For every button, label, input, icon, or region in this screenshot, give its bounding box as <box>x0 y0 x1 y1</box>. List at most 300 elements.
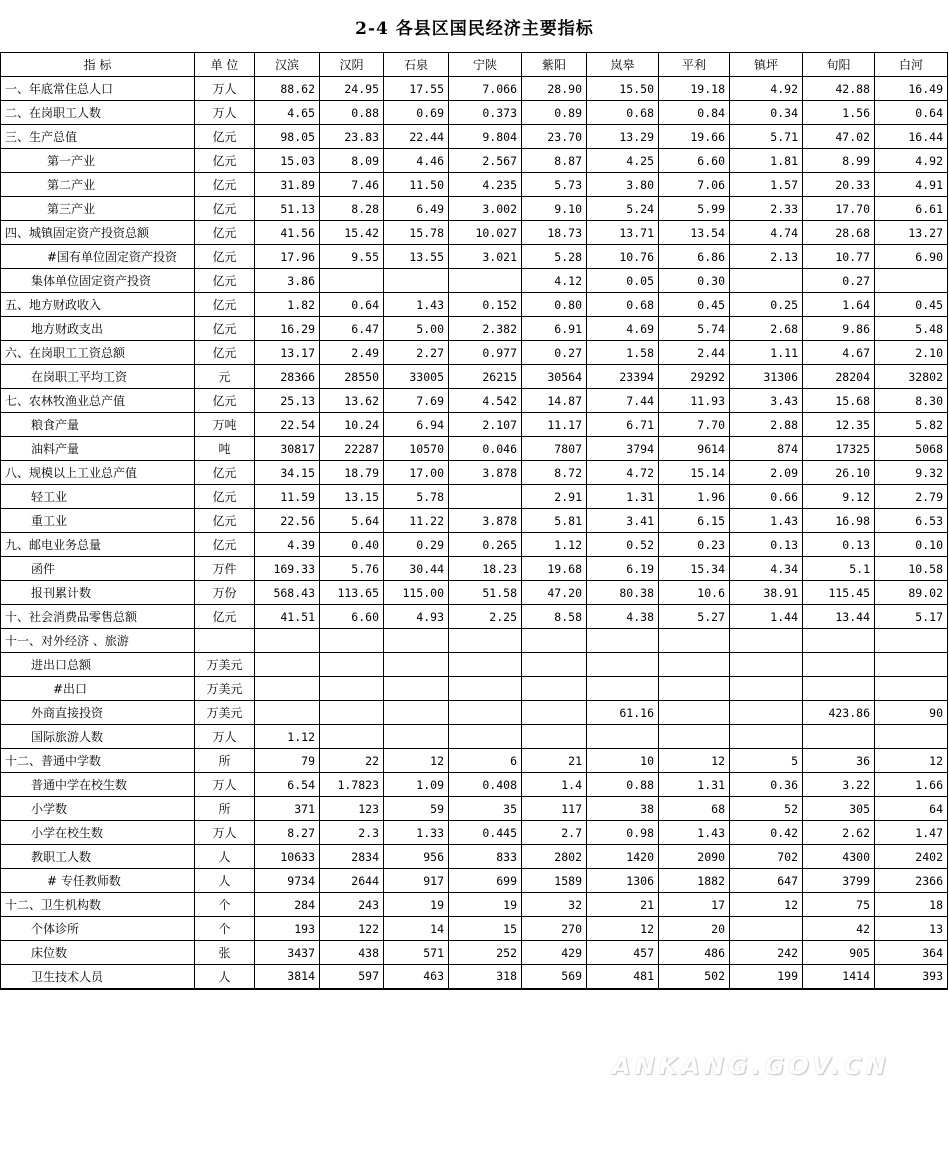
value-cell: 33005 <box>384 365 449 389</box>
value-cell <box>803 725 875 749</box>
value-cell: 61.16 <box>587 701 659 725</box>
value-cell <box>587 653 659 677</box>
value-cell: 11.93 <box>659 389 730 413</box>
value-cell: 0.373 <box>449 101 522 125</box>
value-cell: 3.86 <box>255 269 320 293</box>
value-cell: 1.43 <box>730 509 803 533</box>
value-cell: 13.44 <box>803 605 875 629</box>
value-cell: 833 <box>449 845 522 869</box>
value-cell: 90 <box>875 701 948 725</box>
value-cell: 59 <box>384 797 449 821</box>
value-cell: 8.87 <box>522 149 587 173</box>
indicator-label: 油料产量 <box>1 437 195 461</box>
value-cell: 113.65 <box>320 581 384 605</box>
value-cell: 917 <box>384 869 449 893</box>
value-cell: 364 <box>875 941 948 965</box>
table-row <box>1 125 948 149</box>
value-cell: 30564 <box>522 365 587 389</box>
value-cell: 25.13 <box>255 389 320 413</box>
value-cell: 17.00 <box>384 461 449 485</box>
value-cell: 0.45 <box>659 293 730 317</box>
value-cell: 2.7 <box>522 821 587 845</box>
value-cell: 7.46 <box>320 173 384 197</box>
value-cell: 13.55 <box>384 245 449 269</box>
indicator-label: 普通中学在校生数 <box>1 773 195 797</box>
value-cell: 19.18 <box>659 77 730 101</box>
table-row <box>1 173 948 197</box>
value-cell: 28.90 <box>522 77 587 101</box>
value-cell: 1.58 <box>587 341 659 365</box>
value-cell: 7807 <box>522 437 587 461</box>
value-cell: 11.22 <box>384 509 449 533</box>
value-cell: 12 <box>384 749 449 773</box>
value-cell: 571 <box>384 941 449 965</box>
table-row <box>1 653 948 677</box>
value-cell: 2.13 <box>730 245 803 269</box>
value-cell: 0.445 <box>449 821 522 845</box>
value-cell: 2.91 <box>522 485 587 509</box>
indicator-label: 八、规模以上工业总产值 <box>1 461 195 485</box>
value-cell: 7.44 <box>587 389 659 413</box>
value-cell: 8.72 <box>522 461 587 485</box>
value-cell: 2.79 <box>875 485 948 509</box>
value-cell: 2.88 <box>730 413 803 437</box>
value-cell: 3.002 <box>449 197 522 221</box>
value-cell: 6.15 <box>659 509 730 533</box>
value-cell: 47.02 <box>803 125 875 149</box>
value-cell: 38 <box>587 797 659 821</box>
unit-cell: 万人 <box>195 821 255 845</box>
value-cell <box>522 701 587 725</box>
value-cell: 41.56 <box>255 221 320 245</box>
value-cell <box>875 653 948 677</box>
value-cell: 2.62 <box>803 821 875 845</box>
table-row <box>1 845 948 869</box>
indicator-label: #出口 <box>1 677 195 701</box>
value-cell: 0.84 <box>659 101 730 125</box>
value-cell: 17 <box>659 893 730 917</box>
header-indicator: 指 标 <box>1 53 195 77</box>
value-cell: 8.30 <box>875 389 948 413</box>
unit-cell: 万人 <box>195 101 255 125</box>
value-cell: 2.68 <box>730 317 803 341</box>
value-cell: 32802 <box>875 365 948 389</box>
value-cell <box>730 701 803 725</box>
header-county: 宁陕 <box>449 53 522 77</box>
value-cell: 2.107 <box>449 413 522 437</box>
value-cell: 24.95 <box>320 77 384 101</box>
table-row <box>1 917 948 941</box>
table-row <box>1 437 948 461</box>
value-cell: 4300 <box>803 845 875 869</box>
unit-cell: 亿元 <box>195 221 255 245</box>
value-cell: 6.61 <box>875 197 948 221</box>
value-cell: 34.15 <box>255 461 320 485</box>
value-cell: 457 <box>587 941 659 965</box>
value-cell: 0.69 <box>384 101 449 125</box>
unit-cell: 亿元 <box>195 533 255 557</box>
unit-cell: 所 <box>195 797 255 821</box>
value-cell: 15.42 <box>320 221 384 245</box>
value-cell: 4.235 <box>449 173 522 197</box>
value-cell: 1.12 <box>522 533 587 557</box>
value-cell: 89.02 <box>875 581 948 605</box>
value-cell: 3.878 <box>449 509 522 533</box>
value-cell: 5.71 <box>730 125 803 149</box>
value-cell: 9.12 <box>803 485 875 509</box>
value-cell: 305 <box>803 797 875 821</box>
value-cell: 3.43 <box>730 389 803 413</box>
header-county: 石泉 <box>384 53 449 77</box>
value-cell: 1306 <box>587 869 659 893</box>
value-cell: 11.17 <box>522 413 587 437</box>
value-cell: 12 <box>659 749 730 773</box>
unit-cell: 亿元 <box>195 509 255 533</box>
indicator-label: 进出口总额 <box>1 653 195 677</box>
indicator-label: 二、在岗职工人数 <box>1 101 195 125</box>
indicator-label: 外商直接投资 <box>1 701 195 725</box>
value-cell: 569 <box>522 965 587 989</box>
value-cell: 4.72 <box>587 461 659 485</box>
value-cell: 4.46 <box>384 149 449 173</box>
value-cell: 13.27 <box>875 221 948 245</box>
value-cell: 23.83 <box>320 125 384 149</box>
value-cell <box>875 269 948 293</box>
value-cell <box>384 677 449 701</box>
value-cell: 1.09 <box>384 773 449 797</box>
table-row <box>1 77 948 101</box>
value-cell: 0.29 <box>384 533 449 557</box>
unit-cell: 元 <box>195 365 255 389</box>
value-cell: 0.45 <box>875 293 948 317</box>
table-row <box>1 797 948 821</box>
table-row <box>1 869 948 893</box>
value-cell: 28.68 <box>803 221 875 245</box>
value-cell: 0.977 <box>449 341 522 365</box>
value-cell: 14 <box>384 917 449 941</box>
value-cell: 26215 <box>449 365 522 389</box>
value-cell <box>320 677 384 701</box>
value-cell: 6.71 <box>587 413 659 437</box>
value-cell: 13.15 <box>320 485 384 509</box>
value-cell: 1.44 <box>730 605 803 629</box>
value-cell <box>384 269 449 293</box>
value-cell: 13.71 <box>587 221 659 245</box>
value-cell <box>384 653 449 677</box>
value-cell: 15.03 <box>255 149 320 173</box>
table-row <box>1 533 948 557</box>
value-cell <box>730 629 803 653</box>
unit-cell: 亿元 <box>195 197 255 221</box>
table-row <box>1 965 948 989</box>
value-cell: 0.05 <box>587 269 659 293</box>
value-cell: 0.52 <box>587 533 659 557</box>
value-cell: 4.65 <box>255 101 320 125</box>
value-cell: 4.39 <box>255 533 320 557</box>
unit-cell: 亿元 <box>195 341 255 365</box>
value-cell: 956 <box>384 845 449 869</box>
indicator-label: 函件 <box>1 557 195 581</box>
table-row <box>1 269 948 293</box>
header-county: 镇坪 <box>730 53 803 77</box>
value-cell: 5.76 <box>320 557 384 581</box>
value-cell: 15.68 <box>803 389 875 413</box>
value-cell <box>587 677 659 701</box>
value-cell: 3799 <box>803 869 875 893</box>
value-cell: 438 <box>320 941 384 965</box>
value-cell: 47.20 <box>522 581 587 605</box>
value-cell <box>522 629 587 653</box>
table-title: 2-4 各县区国民经济主要指标 <box>355 18 594 39</box>
value-cell <box>522 653 587 677</box>
value-cell: 0.34 <box>730 101 803 125</box>
value-cell: 16.29 <box>255 317 320 341</box>
value-cell: 31.89 <box>255 173 320 197</box>
value-cell: 0.68 <box>587 293 659 317</box>
value-cell <box>384 629 449 653</box>
value-cell: 115.00 <box>384 581 449 605</box>
value-cell: 79 <box>255 749 320 773</box>
value-cell: 193 <box>255 917 320 941</box>
value-cell: 41.51 <box>255 605 320 629</box>
unit-cell: 人 <box>195 869 255 893</box>
value-cell: 1.64 <box>803 293 875 317</box>
indicator-label: 三、生产总值 <box>1 125 195 149</box>
value-cell: 19.66 <box>659 125 730 149</box>
unit-cell: 所 <box>195 749 255 773</box>
value-cell: 15 <box>449 917 522 941</box>
indicator-label: 第三产业 <box>1 197 195 221</box>
value-cell <box>659 629 730 653</box>
indicator-label: 卫生技术人员 <box>1 965 195 989</box>
value-cell: 6.49 <box>384 197 449 221</box>
value-cell: 4.92 <box>875 149 948 173</box>
value-cell: 6.19 <box>587 557 659 581</box>
unit-cell: 个 <box>195 917 255 941</box>
value-cell <box>449 677 522 701</box>
value-cell: 0.64 <box>320 293 384 317</box>
value-cell: 28204 <box>803 365 875 389</box>
value-cell: 9.86 <box>803 317 875 341</box>
value-cell: 5 <box>730 749 803 773</box>
unit-cell: 亿元 <box>195 461 255 485</box>
header-county: 白河 <box>875 53 948 77</box>
value-cell: 1.82 <box>255 293 320 317</box>
value-cell <box>320 725 384 749</box>
indicator-label: 一、年底常住总人口 <box>1 77 195 101</box>
value-cell: 4.25 <box>587 149 659 173</box>
value-cell: 38.91 <box>730 581 803 605</box>
value-cell: 26.10 <box>803 461 875 485</box>
value-cell: 29292 <box>659 365 730 389</box>
value-cell <box>730 677 803 701</box>
value-cell: 8.28 <box>320 197 384 221</box>
value-cell: 242 <box>730 941 803 965</box>
value-cell: 32 <box>522 893 587 917</box>
indicator-label: 十二、普通中学数 <box>1 749 195 773</box>
value-cell: 393 <box>875 965 948 989</box>
indicator-label: 七、农林牧渔业总产值 <box>1 389 195 413</box>
value-cell: 13.62 <box>320 389 384 413</box>
value-cell: 3437 <box>255 941 320 965</box>
unit-cell: 万美元 <box>195 701 255 725</box>
value-cell: 2366 <box>875 869 948 893</box>
table-row <box>1 101 948 125</box>
value-cell: 1.4 <box>522 773 587 797</box>
value-cell: 0.40 <box>320 533 384 557</box>
value-cell: 284 <box>255 893 320 917</box>
value-cell: 4.34 <box>730 557 803 581</box>
indicator-label: 粮食产量 <box>1 413 195 437</box>
value-cell: 12.35 <box>803 413 875 437</box>
value-cell: 23394 <box>587 365 659 389</box>
value-cell: 80.38 <box>587 581 659 605</box>
value-cell: 5.82 <box>875 413 948 437</box>
indicator-label: 个体诊所 <box>1 917 195 941</box>
table-row <box>1 821 948 845</box>
value-cell: 0.30 <box>659 269 730 293</box>
value-cell: 5068 <box>875 437 948 461</box>
value-cell <box>384 701 449 725</box>
value-cell: 2802 <box>522 845 587 869</box>
indicator-label: 十、社会消费品零售总额 <box>1 605 195 629</box>
value-cell: 13.54 <box>659 221 730 245</box>
unit-cell: 亿元 <box>195 173 255 197</box>
value-cell: 270 <box>522 917 587 941</box>
indicator-label: #国有单位固定资产投资 <box>1 245 195 269</box>
value-cell: 1414 <box>803 965 875 989</box>
value-cell: 21 <box>587 893 659 917</box>
value-cell: 0.66 <box>730 485 803 509</box>
value-cell: 22 <box>320 749 384 773</box>
indicator-label: 床位数 <box>1 941 195 965</box>
value-cell: 5.78 <box>384 485 449 509</box>
value-cell: 8.09 <box>320 149 384 173</box>
indicator-label: 重工业 <box>1 509 195 533</box>
table-row <box>1 293 948 317</box>
value-cell <box>449 485 522 509</box>
indicators-table <box>0 52 948 990</box>
unit-cell: 万件 <box>195 557 255 581</box>
value-cell <box>320 269 384 293</box>
value-cell: 2.382 <box>449 317 522 341</box>
site-watermark: ANKANG.GOV.CN <box>612 1052 890 1080</box>
value-cell: 42 <box>803 917 875 941</box>
value-cell: 243 <box>320 893 384 917</box>
table-row <box>1 461 948 485</box>
value-cell: 21 <box>522 749 587 773</box>
value-cell: 35 <box>449 797 522 821</box>
indicator-label: 小学数 <box>1 797 195 821</box>
value-cell: 5.17 <box>875 605 948 629</box>
value-cell: 2834 <box>320 845 384 869</box>
value-cell: 0.152 <box>449 293 522 317</box>
indicator-label: 十一、对外经济 、旅游 <box>1 629 195 653</box>
indicator-label: 十二、卫生机构数 <box>1 893 195 917</box>
indicator-label: 地方财政支出 <box>1 317 195 341</box>
value-cell: 6.54 <box>255 773 320 797</box>
value-cell: 19.68 <box>522 557 587 581</box>
value-cell <box>659 677 730 701</box>
value-cell: 0.408 <box>449 773 522 797</box>
indicator-label: # 专任教师数 <box>1 869 195 893</box>
value-cell: 18 <box>875 893 948 917</box>
value-cell: 22.44 <box>384 125 449 149</box>
value-cell: 0.046 <box>449 437 522 461</box>
value-cell: 0.68 <box>587 101 659 125</box>
value-cell: 22287 <box>320 437 384 461</box>
unit-cell <box>195 629 255 653</box>
value-cell: 6.90 <box>875 245 948 269</box>
value-cell: 0.10 <box>875 533 948 557</box>
value-cell: 702 <box>730 845 803 869</box>
table-row <box>1 485 948 509</box>
value-cell: 486 <box>659 941 730 965</box>
unit-cell: 亿元 <box>195 605 255 629</box>
value-cell: 6.91 <box>522 317 587 341</box>
value-cell: 11.50 <box>384 173 449 197</box>
value-cell: 199 <box>730 965 803 989</box>
value-cell: 4.93 <box>384 605 449 629</box>
value-cell: 5.00 <box>384 317 449 341</box>
value-cell: 6 <box>449 749 522 773</box>
value-cell: 0.98 <box>587 821 659 845</box>
value-cell <box>730 269 803 293</box>
indicator-label: 四、城镇固定资产投资总额 <box>1 221 195 245</box>
value-cell <box>659 701 730 725</box>
value-cell: 1.81 <box>730 149 803 173</box>
value-cell: 4.542 <box>449 389 522 413</box>
value-cell: 1.66 <box>875 773 948 797</box>
value-cell <box>730 653 803 677</box>
value-cell: 5.27 <box>659 605 730 629</box>
value-cell: 30.44 <box>384 557 449 581</box>
unit-cell: 张 <box>195 941 255 965</box>
value-cell: 10.027 <box>449 221 522 245</box>
value-cell: 4.69 <box>587 317 659 341</box>
value-cell <box>659 725 730 749</box>
value-cell: 1.56 <box>803 101 875 125</box>
value-cell: 68 <box>659 797 730 821</box>
value-cell: 19 <box>449 893 522 917</box>
value-cell: 10570 <box>384 437 449 461</box>
value-cell <box>255 701 320 725</box>
value-cell: 52 <box>730 797 803 821</box>
value-cell: 88.62 <box>255 77 320 101</box>
value-cell: 28366 <box>255 365 320 389</box>
value-cell: 16.49 <box>875 77 948 101</box>
value-cell: 9.10 <box>522 197 587 221</box>
table-row <box>1 341 948 365</box>
value-cell <box>730 725 803 749</box>
value-cell: 1.31 <box>659 773 730 797</box>
value-cell: 8.58 <box>522 605 587 629</box>
value-cell: 318 <box>449 965 522 989</box>
value-cell: 2.567 <box>449 149 522 173</box>
value-cell: 17.55 <box>384 77 449 101</box>
indicator-label: 六、在岗职工工资总额 <box>1 341 195 365</box>
unit-cell: 万份 <box>195 581 255 605</box>
value-cell: 4.92 <box>730 77 803 101</box>
unit-cell: 亿元 <box>195 389 255 413</box>
value-cell: 2.3 <box>320 821 384 845</box>
value-cell: 481 <box>587 965 659 989</box>
value-cell: 0.88 <box>587 773 659 797</box>
table-row <box>1 701 948 725</box>
value-cell <box>449 653 522 677</box>
value-cell: 0.27 <box>803 269 875 293</box>
value-cell: 10.77 <box>803 245 875 269</box>
